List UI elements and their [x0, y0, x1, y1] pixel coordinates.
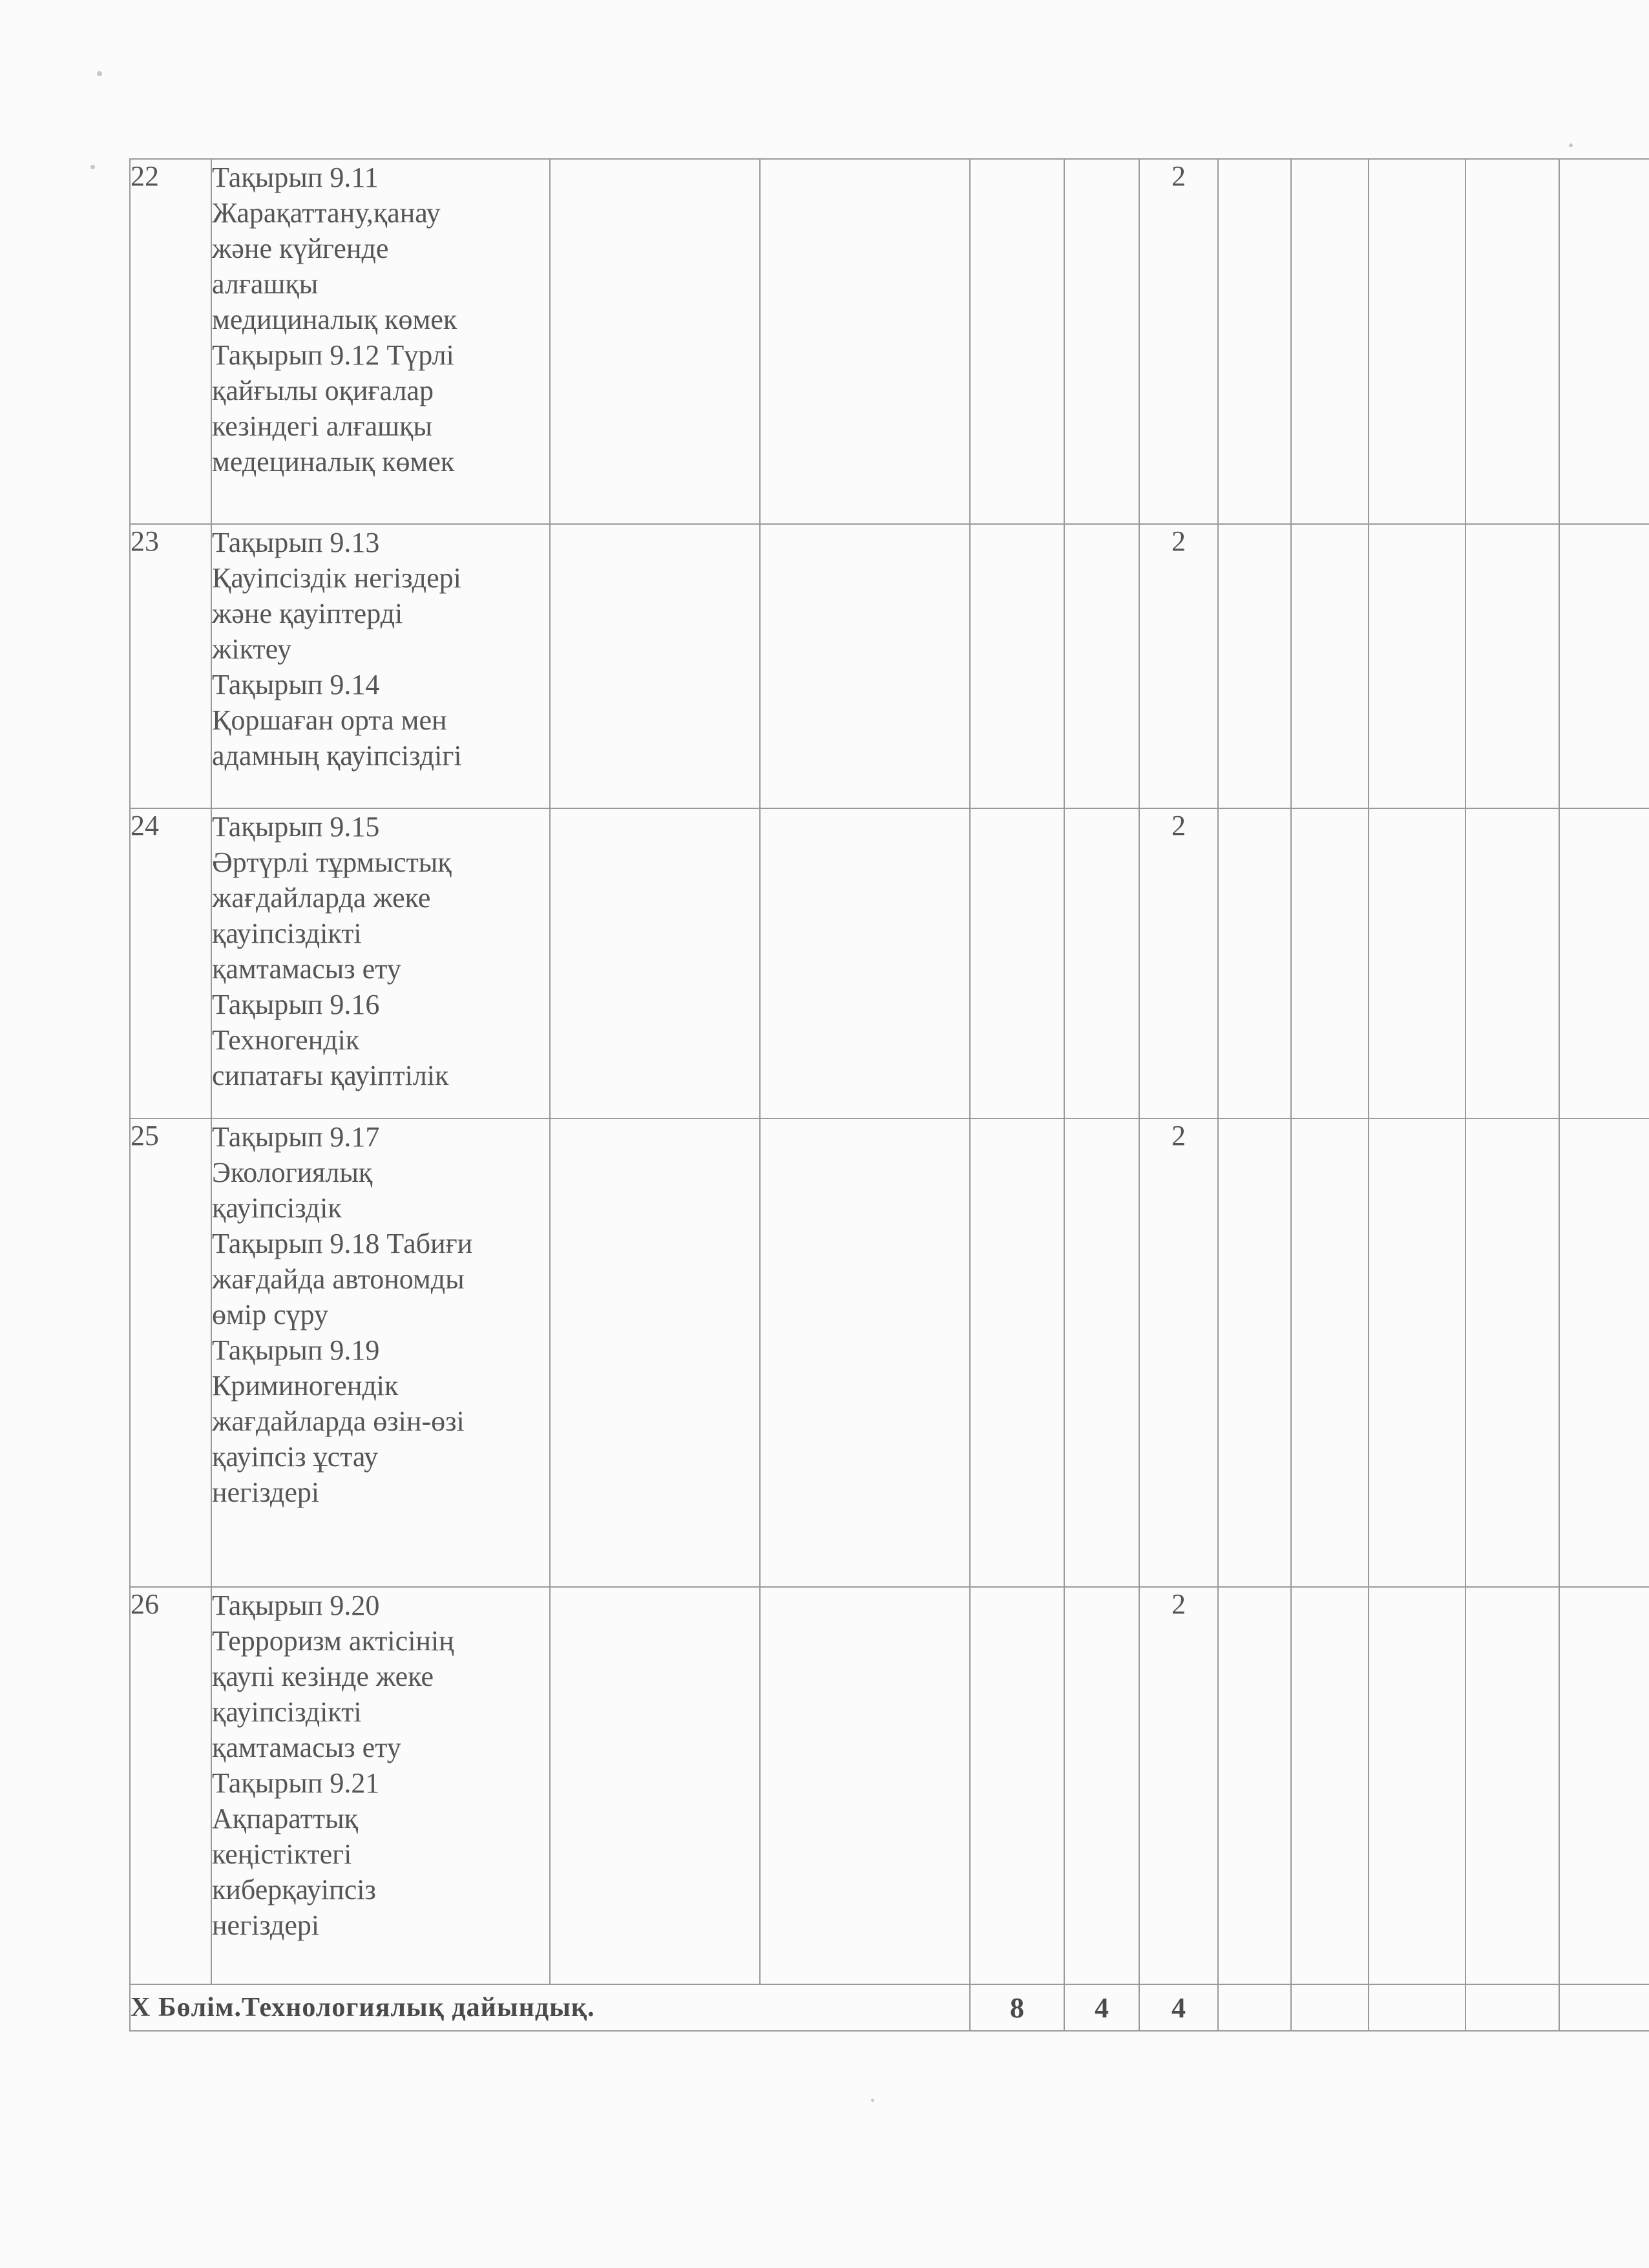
- section-theory-hours: 4: [1064, 1984, 1139, 2031]
- hours-cell: 2: [1139, 524, 1218, 808]
- hours-cell: 2: [1139, 159, 1218, 524]
- hours-cell: 2: [1139, 1118, 1218, 1587]
- table-row: [130, 808, 1649, 1118]
- row-number: 23: [130, 524, 211, 808]
- topic-cell: Тақырып 9.15 Әртүрлі тұрмыстық жағдайларда жеке қауіпсіздікті қамтамасыз ету Тақырып 9.16 Техногендік сипатағы қауіптілік: [211, 808, 550, 1118]
- scan-speck: [97, 71, 102, 76]
- scan-speck: [90, 165, 95, 169]
- topic-cell: Тақырып 9.13 Қауіпсіздік негіздері және қауіптерді жіктеу Тақырып 9.14 Қоршаған орта мен адамның қауіпсіздігі: [211, 524, 550, 808]
- row-number: 22: [130, 159, 211, 524]
- topic-cell: Тақырып 9.11 Жарақаттану,қанау және күйгенде алғашқы медициналық көмек Тақырып 9.12 Түрлі қайғылы оқиғалар кезіндегі алғашқы медециналық көмек: [211, 159, 550, 524]
- section-practice-hours: 4: [1139, 1984, 1218, 2031]
- section-summary-row: [130, 1984, 1649, 2031]
- table-row: [130, 1118, 1649, 1587]
- topic-cell: Тақырып 9.20 Терроризм актісінің қаупі кезінде жеке қауіпсіздікті қамтамасыз ету Тақырып 9.21 Ақпараттық кеңістіктегі киберқауіпсіз негіздері: [211, 1587, 550, 1984]
- table-row: [130, 1587, 1649, 1984]
- row-number: 25: [130, 1118, 211, 1587]
- scan-speck: [871, 2099, 874, 2102]
- section-title: X Бөлім.Технологиялық дайындық.: [130, 1984, 970, 2031]
- topic-cell: Тақырып 9.17 Экологиялық қауіпсіздік Тақырып 9.18 Табиғи жағдайда автономды өмір сүру Тақырып 9.19 Криминогендік жағдайларда өзін-өзі қауіпсіз ұстау негіздері: [211, 1118, 550, 1587]
- table-row: [130, 159, 1649, 524]
- scan-speck: [1569, 143, 1573, 147]
- hours-cell: 2: [1139, 808, 1218, 1118]
- row-number: 26: [130, 1587, 211, 1984]
- hours-cell: 2: [1139, 1587, 1218, 1984]
- row-number: 24: [130, 808, 211, 1118]
- section-total-hours: 8: [970, 1984, 1064, 2031]
- table-row: [130, 524, 1649, 808]
- curriculum-table: [129, 158, 1649, 2032]
